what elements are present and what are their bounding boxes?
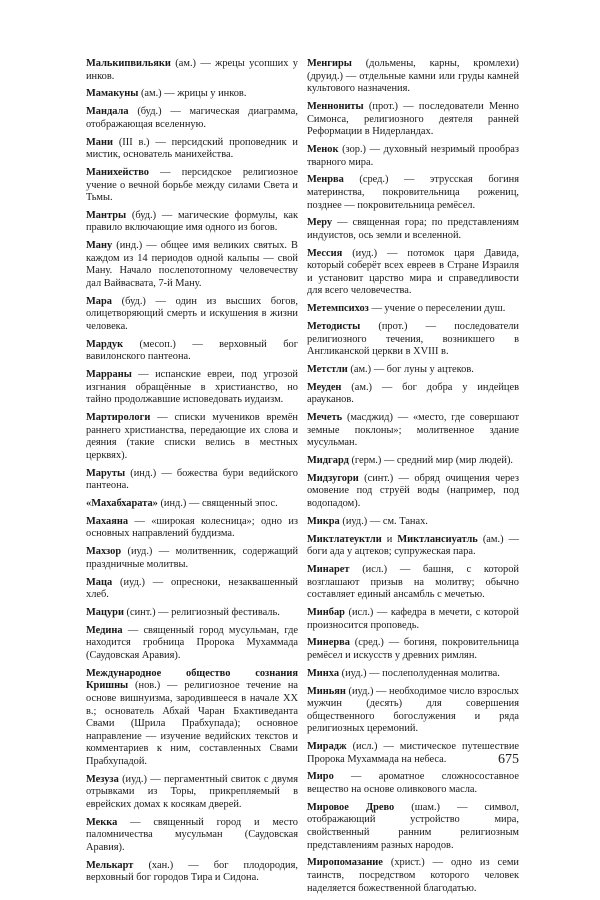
entry-term: Методисты bbox=[307, 321, 361, 332]
glossary-entry bbox=[307, 516, 519, 529]
entry-term: Маца bbox=[86, 576, 113, 588]
entry-definition: (зор.) — духовный незримый прообраз тварного мира. bbox=[307, 143, 519, 168]
entry-definition: (иуд.) — опресноки, незаквашенный хлеб. bbox=[86, 576, 298, 601]
entry-definition: — испанские евреи, под угрозой изгнания обращённые в христианство, но тайно продолжавшие исповедовать иудаизм. bbox=[86, 369, 298, 406]
entry-term: Мирадж bbox=[307, 741, 347, 753]
glossary-entry bbox=[307, 668, 519, 681]
glossary-entry bbox=[86, 546, 298, 571]
entry-definition: (ам.) — бог добра у индейцев арауканов. bbox=[307, 381, 519, 406]
entry-definition: — ароматное сложносоставное вещество на основе оливкового масла. bbox=[307, 771, 519, 796]
glossary-entry bbox=[307, 455, 519, 468]
glossary-entry bbox=[86, 516, 298, 541]
entry-definition: (инд.) — священный эпос. bbox=[157, 498, 278, 510]
glossary-entry bbox=[307, 321, 519, 359]
entry-definition: (иуд.) — см. Танах. bbox=[339, 515, 428, 527]
entry-term: Махзор bbox=[86, 546, 122, 558]
glossary-entry bbox=[86, 412, 298, 462]
glossary-entry bbox=[86, 498, 298, 511]
entry-term: Менрва bbox=[307, 174, 344, 186]
entry-definition: (III в.) — персидский проповедник и мистик, основатель манихейства. bbox=[86, 136, 298, 161]
glossary-entry bbox=[307, 174, 519, 212]
glossary-entry bbox=[307, 303, 519, 316]
entry-term: Мировое Древо bbox=[307, 801, 395, 813]
entry-definition: (масджид) — «место, где совершают земные поклоны»; молитвенное здание мусульман. bbox=[307, 412, 519, 449]
entry-term: Минха bbox=[307, 667, 340, 679]
entry-term: Мезуза bbox=[86, 773, 119, 785]
entry-term: Мидзугори bbox=[307, 472, 359, 484]
glossary-entry bbox=[307, 564, 519, 602]
entry-definition: (герм.) — средний мир (мир людей). bbox=[348, 455, 514, 467]
entry-definition: (месоп.) — верховный бог вавилонского пантеона. bbox=[86, 338, 298, 363]
entry-definition: (ам.) — жрецы усопших у инков. bbox=[86, 58, 298, 82]
entry-definition: (хан.) — бог плодородия, верховный бог городов Тира и Сидона. bbox=[86, 859, 298, 884]
glossary-entry bbox=[86, 240, 298, 290]
entry-term: Мацури bbox=[86, 606, 124, 618]
entry-definition: (исл.) — мистическое путешествие Пророка Мухаммада на небеса. bbox=[307, 741, 519, 765]
entry-term: Мардук bbox=[86, 338, 124, 350]
glossary-entry bbox=[86, 339, 298, 364]
entry-term: Медина bbox=[86, 624, 123, 636]
entry-term: Мара bbox=[86, 295, 112, 307]
page-number: 675 bbox=[498, 752, 519, 767]
entry-term: Мандала bbox=[86, 106, 129, 118]
glossary-entry bbox=[307, 686, 519, 736]
entry-term: Мелькарт bbox=[86, 859, 134, 871]
entry-term: Метемпсихоз bbox=[307, 303, 369, 315]
entry-definition: (дольмены, карны, кромлехи) (друид.) — отдельные камни или груды камней культового назначения. bbox=[307, 58, 519, 95]
glossary-entry bbox=[86, 577, 298, 602]
glossary-entry bbox=[307, 741, 519, 766]
entry-definition: (иуд.) — послеполуденная молитва. bbox=[339, 667, 500, 679]
glossary-entry bbox=[307, 857, 519, 895]
entry-definition: (исл.) — кафедра в мечети, с которой произносится проповедь. bbox=[307, 606, 519, 631]
entry-definition: — священный город мусульман, где находится гробница Пророка Мухаммада (Саудовская Аравия). bbox=[86, 624, 298, 661]
glossary-entry bbox=[86, 296, 298, 334]
entry-definition: — персидское религиозное учение о вечной борьбе между силами Света и Тьмы. bbox=[86, 166, 298, 204]
entry-term: Меру bbox=[307, 217, 333, 229]
glossary-entry bbox=[86, 668, 298, 769]
glossary-entry bbox=[86, 625, 298, 663]
entry-definition: (иуд.) — молитвенник, содержащий праздничные молитвы. bbox=[86, 546, 298, 570]
entry-term: Мекка bbox=[86, 816, 118, 828]
entry-definition: (ам.) — боги ада у ацтеков; супружеская пара. bbox=[307, 533, 519, 558]
glossary-entry bbox=[307, 802, 519, 852]
entry-definition: (иуд.) — потомок царя Давида, который соберёт всех евреев в Стране Израиля и установит царство мира и справедливости для всего человечества. bbox=[307, 247, 519, 297]
entry-definition: — священная гора; по представлениям индуистов, ось земли и вселенной. bbox=[307, 217, 519, 241]
entry-connector: и bbox=[381, 533, 398, 545]
glossary-entry bbox=[86, 167, 298, 205]
entry-definition: — учение о переселении душ. bbox=[368, 303, 506, 315]
glossary-entry bbox=[86, 106, 298, 131]
entry-definition: (ам.) — бог луны у ацтеков. bbox=[347, 363, 474, 375]
entry-term: Мидгард bbox=[307, 455, 349, 467]
entry-term: Менгиры bbox=[307, 58, 352, 69]
entry-definition: (ам.) — жрицы у инков. bbox=[138, 88, 247, 100]
entry-term: Мартирологи bbox=[86, 412, 151, 424]
entry-term: Маруты bbox=[86, 467, 126, 479]
entry-term: Метстли bbox=[307, 363, 348, 375]
entry-definition: (иуд.) — необходимое число взрослых мужчин (десять) для совершения общественного богослужения и ряда религиозных церемоний. bbox=[307, 685, 519, 735]
glossary-entry bbox=[307, 217, 519, 242]
entry-definition: (инд.) — общее имя великих святых. В каждом из 14 периодов одной кальпы — свой Ману. Начало послепотопному человечеству дал Вайвасвата, 7-й Ману. bbox=[86, 240, 298, 290]
entry-definition: (иуд.) — пергаментный свиток с двумя отрывками из Торы, прикрепляемый в еврейских домах к косякам дверей. bbox=[86, 773, 298, 810]
entry-term: Малькипвильяки bbox=[86, 58, 171, 69]
entry-term: Марраны bbox=[86, 369, 132, 381]
entry-definition: — «широкая колесница»; одно из основных направлений буддизма. bbox=[86, 515, 298, 540]
entry-term: Мани bbox=[86, 136, 113, 148]
entry-term: Махаяна bbox=[86, 515, 129, 527]
entry-definition: (исл.) — башня, с которой возглашают призыв на молитву; обычно составляет единый ансамбль с мечетью. bbox=[307, 564, 519, 601]
entry-definition: (синт.) — религиозный фестиваль. bbox=[123, 606, 280, 618]
entry-term: Мамакуны bbox=[86, 88, 139, 100]
entry-term: Манихейство bbox=[86, 166, 149, 178]
glossary-entry bbox=[86, 369, 298, 407]
entry-definition: — священный город и место паломничества мусульман (Саудовская Аравия). bbox=[86, 816, 298, 853]
entry-definition: (христ.) — одно из семи таинств, посредством которого человек наделяется божественной благодатью. bbox=[307, 857, 519, 894]
entry-term: Меннониты bbox=[307, 100, 364, 112]
glossary-entry bbox=[307, 382, 519, 407]
entry-term: Миньян bbox=[307, 685, 346, 697]
entry-definition: (прот.) — последователи Менно Симонса, религиозного деятеля ранней Реформации в Нидерландах. bbox=[307, 100, 519, 138]
entry-term: Мантры bbox=[86, 209, 127, 221]
entry-definition: (инд.) — божества бури ведийского пантеона. bbox=[86, 467, 298, 492]
left-column bbox=[86, 58, 298, 890]
glossary-entry bbox=[86, 58, 298, 83]
glossary-entry bbox=[86, 468, 298, 493]
glossary-entry bbox=[307, 637, 519, 662]
glossary-entry bbox=[307, 473, 519, 511]
entry-term: Минарет bbox=[307, 564, 350, 575]
entry-term: Меуден bbox=[307, 381, 342, 393]
glossary-entry bbox=[86, 137, 298, 162]
glossary-entry bbox=[307, 248, 519, 298]
entry-term: Мессия bbox=[307, 247, 343, 259]
entry-term: Минерва bbox=[307, 637, 350, 649]
entry-term: Минбар bbox=[307, 606, 345, 618]
glossary-entry bbox=[307, 412, 519, 450]
entry-term: «Махабхарата» bbox=[86, 498, 158, 510]
entry-definition: (буд.) — магическая диаграмма, отображающая вселенную. bbox=[86, 106, 298, 130]
entry-term: Мечеть bbox=[307, 412, 343, 424]
glossary-entry bbox=[86, 860, 298, 885]
glossary-entry bbox=[86, 607, 298, 620]
entry-definition: (синт.) — обряд очищения через омовение под струёй воды (например, под водопадом). bbox=[307, 472, 519, 510]
glossary-entry bbox=[307, 144, 519, 169]
glossary-entry bbox=[307, 364, 519, 377]
entry-definition: (сред.) — богиня, покровительница ремёсел и искусств у древних римлян. bbox=[307, 637, 519, 661]
entry-term: Миро bbox=[307, 771, 334, 783]
glossary-entry bbox=[307, 101, 519, 139]
entry-term: Микра bbox=[307, 515, 340, 527]
entry-definition: (нов.) — религиозное течение на основе вишнуизма, зародившееся в начале XX в.; основатель Абхай Чаран Бхактиведанта Свами (Шрила Прабхупада); основное направление — изучение ведийских текстов и комментариев к ним, составленных Свами Прабхупадой. bbox=[86, 680, 298, 767]
entry-definition: (прот.) — последователи религиозного течения, возникшего в Англиканской церкви в XVIII в. bbox=[307, 321, 519, 358]
glossary-entry bbox=[307, 607, 519, 632]
entry-term: Миропомазание bbox=[307, 857, 383, 869]
right-column bbox=[307, 58, 519, 900]
entry-term: Миктлатеуктли bbox=[307, 533, 382, 545]
entry-definition: (сред.) — этрусская богиня материнства, покровительница рожениц, позднее — покровительница ремёсел. bbox=[307, 174, 519, 211]
entry-term: Ману bbox=[86, 240, 113, 252]
glossary-entry bbox=[86, 210, 298, 235]
entry-definition: (шам.) — символ, отображающий устройство мира, свойственный ранним религиозным представлениям разных народов. bbox=[307, 801, 519, 851]
entry-term-secondary: Миктлансиуатль bbox=[397, 533, 478, 545]
glossary-entry bbox=[307, 534, 519, 559]
glossary-entry bbox=[307, 58, 519, 96]
entry-definition: — списки мучеников времён раннего христианства, передающие их слова и деяния (такие списки велись в местных церквях). bbox=[86, 412, 298, 461]
glossary-entry bbox=[86, 88, 298, 101]
entry-definition: (буд.) — один из высших богов, олицетворяющий смерть и искушения в жизни человека. bbox=[86, 295, 298, 332]
entry-term: Международное общество сознания Кришны bbox=[86, 667, 298, 692]
glossary-entry bbox=[86, 817, 298, 855]
entry-definition: (буд.) — магические формулы, как правило включающие имя одного из богов. bbox=[86, 209, 298, 234]
entry-term: Менок bbox=[307, 143, 339, 155]
